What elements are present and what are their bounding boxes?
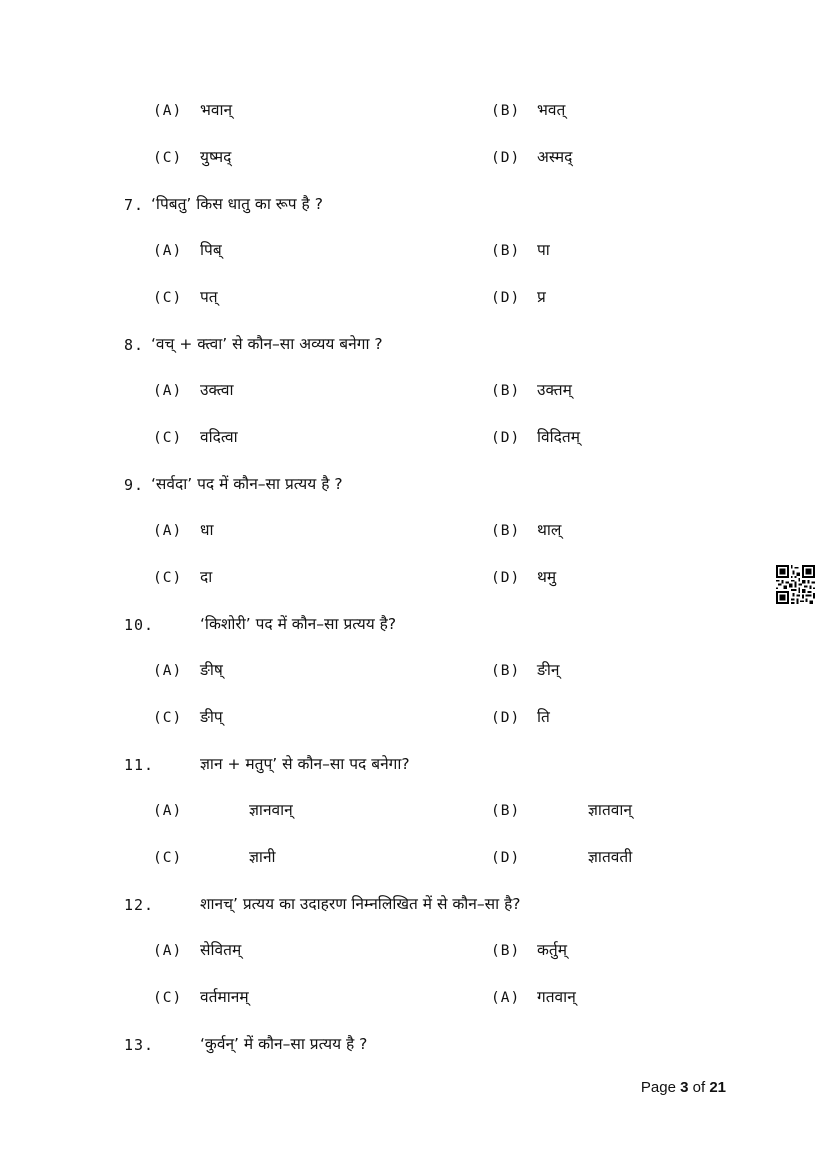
option-d-text: ज्ञातवती [588,848,633,866]
option-a-label: (A) [153,243,183,259]
option-c-label: (C) [153,710,183,726]
option-b-text: कर्तुम् [537,941,568,959]
option-a-text: ङीष् [200,661,223,679]
option-b-text: भवत् [537,101,566,119]
option-c-text: पत् [200,288,218,306]
option-b-label: (B) [491,383,521,399]
option-c-text: युष्मद् [200,148,232,166]
option-b-label: (B) [491,803,521,819]
question-text: ज्ञान + मतुप्’ से कौन–सा पद बनेगा? [200,755,410,773]
option-b-label: (B) [491,943,521,959]
option-d-text: विदितम् [537,428,580,446]
option-b-text: पा [537,241,550,259]
question-text: ‘कुर्वन्’ में कौन–सा प्रत्यय है ? [200,1035,368,1053]
question-number: 9. [124,476,145,494]
option-d-label: (A) [491,990,521,1006]
question-number: 8. [124,336,145,354]
option-d-label: (D) [491,850,521,866]
option-a-text: ज्ञानवान् [249,801,293,819]
option-c-label: (C) [153,570,183,586]
option-c-text: ज्ञानी [249,848,276,866]
option-c-label: (C) [153,990,183,1006]
option-d-label: (D) [491,150,521,166]
option-d-label: (D) [491,290,521,306]
option-c-text: ङीप् [200,708,223,726]
question-number: 12. [124,896,155,914]
option-a-label: (A) [153,523,183,539]
option-d-label: (D) [491,710,521,726]
option-c-text: दा [200,568,213,586]
option-a-text: पिब् [200,241,222,259]
option-b-label: (B) [491,663,521,679]
option-b-label: (B) [491,243,521,259]
option-a-text: धा [200,521,214,539]
question-number: 10. [124,616,155,634]
option-d-text: ति [537,708,550,726]
option-d-label: (D) [491,430,521,446]
qr-code-icon [776,565,815,604]
question-text: ‘सर्वदा’ पद में कौन–सा प्रत्यय है ? [151,475,343,493]
option-b-text: उक्तम् [537,381,572,399]
option-d-text: थमु [537,568,557,586]
option-b-label: (B) [491,103,521,119]
option-a-text: सेवितम् [200,941,242,959]
option-a-label: (A) [153,943,183,959]
option-d-label: (D) [491,570,521,586]
option-d-text: प्र [537,288,546,306]
page-prefix: Page [640,1079,676,1096]
page-current: 3 [680,1079,689,1096]
page-total: 21 [709,1079,726,1096]
option-a-text: उक्त्वा [200,381,234,399]
question-number: 11. [124,756,155,774]
option-c-label: (C) [153,150,183,166]
question-text: ‘वच् + क्त्वा’ से कौन–सा अव्यय बनेगा ? [151,335,383,353]
question-text: ‘किशोरी’ पद में कौन–सा प्रत्यय है? [200,615,397,633]
question-text: शानच्’ प्रत्यय का उदाहरण निम्नलिखित में से कौन–सा है? [200,895,521,913]
option-c-text: वदित्वा [200,428,238,446]
option-b-label: (B) [491,523,521,539]
question-text: ‘पिबतु’ किस धातु का रूप है ? [151,195,323,213]
option-b-text: ङीन् [537,661,560,679]
option-b-text: थाल् [537,521,562,539]
option-c-text: वर्तमानम् [200,988,249,1006]
option-a-label: (A) [153,663,183,679]
page-number-footer [641,1079,726,1096]
question-number: 7. [124,196,145,214]
option-a-text: भवान् [200,101,233,119]
option-a-label: (A) [153,803,183,819]
page-separator: of [692,1079,706,1096]
option-b-text: ज्ञातवान् [588,801,633,819]
option-c-label: (C) [153,850,183,866]
option-d-text: गतवान् [537,988,576,1006]
option-c-label: (C) [153,290,183,306]
question-number: 13. [124,1036,155,1054]
option-a-label: (A) [153,383,183,399]
option-a-label: (A) [153,103,183,119]
option-d-text: अस्मद् [537,148,573,166]
option-c-label: (C) [153,430,183,446]
